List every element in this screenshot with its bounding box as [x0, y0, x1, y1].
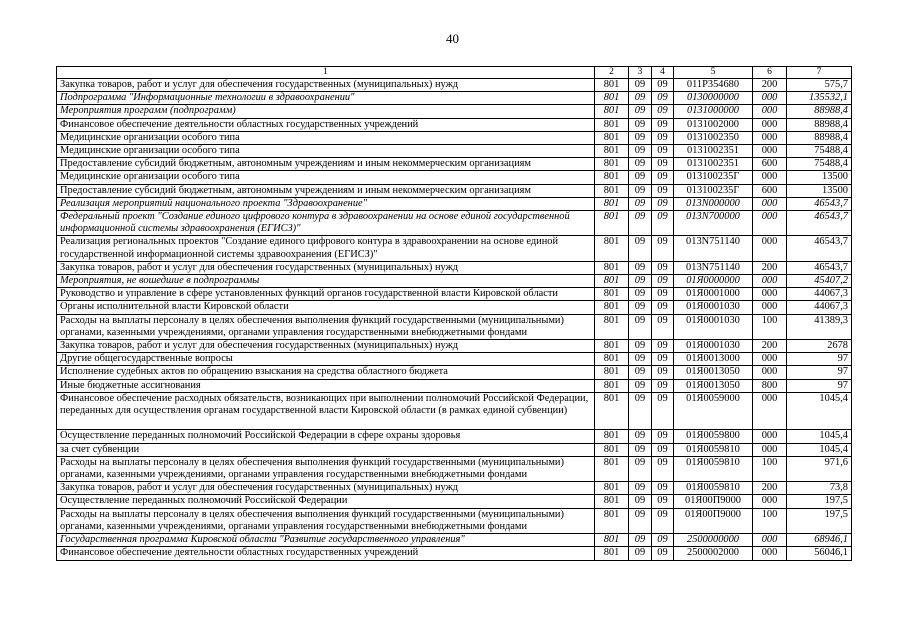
row-name: Предоставление субсидий бюджетным, автономным учреждениям и иным некоммерческим организациям [57, 158, 595, 171]
row-name: Расходы на выплаты персоналу в целях обеспечения выполнения функций государственными (муниципальными) органами, казенными учреждениями, органами управления государственными внебюджетными фондами [57, 314, 595, 339]
row-name: Предоставление субсидий бюджетным, автономным учреждениям и иным некоммерческим организациям [57, 184, 595, 197]
row-name: Закупка товаров, работ и услуг для обеспечения государственных (муниципальных) нужд [57, 79, 595, 92]
row-section-code: 09 [629, 261, 652, 274]
row-target-code: 01Я0059000 [674, 392, 753, 430]
row-subsection-code: 09 [652, 171, 674, 184]
table-row [57, 366, 852, 379]
row-expense-type: 000 [753, 92, 787, 105]
row-ministry-code: 801 [595, 430, 629, 443]
row-name: Органы исполнительной власти Кировской области [57, 301, 595, 314]
row-name: Мероприятия программ (подпрограмм) [57, 105, 595, 118]
row-amount: 13500 [787, 184, 852, 197]
table-row [57, 430, 852, 443]
row-section-code: 09 [629, 379, 652, 392]
row-name: Финансовое обеспечение деятельности областных государственных учреждений [57, 118, 595, 131]
table-row [57, 482, 852, 495]
row-section-code: 09 [629, 443, 652, 456]
row-name: Осуществление переданных полномочий Российской Федерации [57, 495, 595, 508]
column-header: 3 [629, 67, 652, 79]
row-name: Реализация мероприятий национального проекта "Здравоохранение" [57, 197, 595, 210]
row-ministry-code: 801 [595, 211, 629, 236]
row-amount: 75488,4 [787, 145, 852, 158]
row-target-code: 01Я0013050 [674, 366, 753, 379]
row-name: за счет субвенции [57, 443, 595, 456]
row-expense-type: 000 [753, 171, 787, 184]
row-expense-type: 000 [753, 366, 787, 379]
table-row [57, 92, 852, 105]
row-expense-type: 000 [753, 275, 787, 288]
row-section-code: 09 [629, 508, 652, 533]
row-target-code: 013N751140 [674, 236, 753, 261]
row-subsection-code: 09 [652, 366, 674, 379]
row-ministry-code: 801 [595, 379, 629, 392]
page-number: 40 [446, 31, 459, 46]
row-target-code: 01Я0013050 [674, 379, 753, 392]
row-section-code: 09 [629, 158, 652, 171]
row-amount: 97 [787, 366, 852, 379]
table-row [57, 379, 852, 392]
row-target-code: 013100235Г [674, 184, 753, 197]
row-amount: 135532,1 [787, 92, 852, 105]
row-target-code: 013N700000 [674, 211, 753, 236]
row-ministry-code: 801 [595, 79, 629, 92]
row-name: Расходы на выплаты персоналу в целях обеспечения выполнения функций государственными (муниципальными) органами, казенными учреждениями, органами управления государственными внебюджетными фондами [57, 456, 595, 481]
row-target-code: 01Я0001030 [674, 340, 753, 353]
row-ministry-code: 801 [595, 340, 629, 353]
table-row [57, 288, 852, 301]
table-row [57, 547, 852, 560]
row-expense-type: 000 [753, 211, 787, 236]
row-expense-type: 000 [753, 547, 787, 560]
row-target-code: 01Я0001000 [674, 288, 753, 301]
row-target-code: 01Я00П9000 [674, 495, 753, 508]
row-target-code: 0130000000 [674, 92, 753, 105]
table-row [57, 392, 852, 430]
row-subsection-code: 09 [652, 482, 674, 495]
table-row [57, 353, 852, 366]
row-section-code: 09 [629, 456, 652, 481]
row-subsection-code: 09 [652, 92, 674, 105]
row-subsection-code: 09 [652, 79, 674, 92]
row-target-code: 013N000000 [674, 197, 753, 210]
row-section-code: 09 [629, 171, 652, 184]
row-target-code: 01Я00П9000 [674, 508, 753, 533]
row-expense-type: 000 [753, 105, 787, 118]
row-expense-type: 100 [753, 508, 787, 533]
row-subsection-code: 09 [652, 547, 674, 560]
row-ministry-code: 801 [595, 145, 629, 158]
row-subsection-code: 09 [652, 534, 674, 547]
row-amount: 68946,1 [787, 534, 852, 547]
row-amount: 97 [787, 353, 852, 366]
column-header: 6 [753, 67, 787, 79]
row-ministry-code: 801 [595, 547, 629, 560]
row-subsection-code: 09 [652, 275, 674, 288]
row-name: Медицинские организации особого типа [57, 171, 595, 184]
row-expense-type: 000 [753, 145, 787, 158]
row-amount: 88988,4 [787, 105, 852, 118]
row-target-code: 2500002000 [674, 547, 753, 560]
row-section-code: 09 [629, 105, 652, 118]
column-header: 2 [595, 67, 629, 79]
table-row [57, 145, 852, 158]
row-section-code: 09 [629, 534, 652, 547]
row-subsection-code: 09 [652, 236, 674, 261]
row-target-code: 01Я0059810 [674, 443, 753, 456]
row-amount: 197,5 [787, 508, 852, 533]
row-ministry-code: 801 [595, 131, 629, 144]
table-row [57, 236, 852, 261]
row-expense-type: 200 [753, 340, 787, 353]
row-subsection-code: 09 [652, 314, 674, 339]
row-amount: 971,6 [787, 456, 852, 481]
row-subsection-code: 09 [652, 430, 674, 443]
table-row [57, 301, 852, 314]
row-expense-type: 000 [753, 118, 787, 131]
row-ministry-code: 801 [595, 392, 629, 430]
table-row [57, 261, 852, 274]
row-subsection-code: 09 [652, 211, 674, 236]
row-expense-type: 000 [753, 131, 787, 144]
row-target-code: 01Я0000000 [674, 275, 753, 288]
row-ministry-code: 801 [595, 197, 629, 210]
row-name: Закупка товаров, работ и услуг для обеспечения государственных (муниципальных) нужд [57, 482, 595, 495]
row-ministry-code: 801 [595, 171, 629, 184]
table-row [57, 211, 852, 236]
row-subsection-code: 09 [652, 508, 674, 533]
row-target-code: 011Р354680 [674, 79, 753, 92]
row-subsection-code: 09 [652, 184, 674, 197]
row-subsection-code: 09 [652, 288, 674, 301]
row-ministry-code: 801 [595, 314, 629, 339]
table-header-row [57, 67, 852, 79]
row-ministry-code: 801 [595, 456, 629, 481]
row-name: Исполнение судебных актов по обращению взыскания на средства областного бюджета [57, 366, 595, 379]
table-row [57, 118, 852, 131]
row-name: Закупка товаров, работ и услуг для обеспечения государственных (муниципальных) нужд [57, 340, 595, 353]
row-section-code: 09 [629, 211, 652, 236]
row-ministry-code: 801 [595, 508, 629, 533]
row-ministry-code: 801 [595, 184, 629, 197]
row-subsection-code: 09 [652, 197, 674, 210]
row-ministry-code: 801 [595, 495, 629, 508]
row-name: Иные бюджетные ассигнования [57, 379, 595, 392]
row-amount: 88988,4 [787, 118, 852, 131]
row-subsection-code: 09 [652, 443, 674, 456]
row-subsection-code: 09 [652, 379, 674, 392]
table-row [57, 131, 852, 144]
table-row [57, 79, 852, 92]
row-amount: 13500 [787, 171, 852, 184]
column-header: 5 [674, 67, 753, 79]
row-subsection-code: 09 [652, 456, 674, 481]
row-amount: 575,7 [787, 79, 852, 92]
row-target-code: 01Я0013000 [674, 353, 753, 366]
column-header: 1 [57, 67, 595, 79]
table-row [57, 340, 852, 353]
row-section-code: 09 [629, 79, 652, 92]
row-amount: 88988,4 [787, 131, 852, 144]
row-section-code: 09 [629, 340, 652, 353]
row-subsection-code: 09 [652, 118, 674, 131]
row-expense-type: 000 [753, 288, 787, 301]
budget-table-body [57, 67, 852, 561]
row-amount: 73,8 [787, 482, 852, 495]
column-header: 4 [652, 67, 674, 79]
table-row [57, 184, 852, 197]
row-target-code: 0131002351 [674, 145, 753, 158]
row-ministry-code: 801 [595, 105, 629, 118]
row-name: Медицинские организации особого типа [57, 131, 595, 144]
row-section-code: 09 [629, 118, 652, 131]
row-ministry-code: 801 [595, 353, 629, 366]
row-ministry-code: 801 [595, 158, 629, 171]
row-section-code: 09 [629, 353, 652, 366]
row-target-code: 0131000000 [674, 105, 753, 118]
row-expense-type: 000 [753, 236, 787, 261]
row-ministry-code: 801 [595, 118, 629, 131]
row-subsection-code: 09 [652, 261, 674, 274]
row-name: Медицинские организации особого типа [57, 145, 595, 158]
table-row [57, 105, 852, 118]
row-subsection-code: 09 [652, 105, 674, 118]
row-ministry-code: 801 [595, 301, 629, 314]
row-amount: 1045,4 [787, 443, 852, 456]
row-section-code: 09 [629, 288, 652, 301]
row-target-code: 0131002000 [674, 118, 753, 131]
row-amount: 1045,4 [787, 392, 852, 430]
row-expense-type: 600 [753, 184, 787, 197]
row-name: Федеральный проект "Создание единого цифрового контура в здравоохранении на основе единой государственной информационной системы здравоохранения (ЕГИСЗ)" [57, 211, 595, 236]
row-amount: 41389,3 [787, 314, 852, 339]
row-subsection-code: 09 [652, 145, 674, 158]
row-expense-type: 000 [753, 495, 787, 508]
table-row [57, 314, 852, 339]
row-section-code: 09 [629, 495, 652, 508]
row-name: Государственная программа Кировской области "Развитие государственного управления" [57, 534, 595, 547]
row-subsection-code: 09 [652, 340, 674, 353]
row-expense-type: 600 [753, 158, 787, 171]
row-expense-type: 000 [753, 353, 787, 366]
row-expense-type: 100 [753, 456, 787, 481]
row-subsection-code: 09 [652, 353, 674, 366]
row-ministry-code: 801 [595, 92, 629, 105]
row-amount: 56046,1 [787, 547, 852, 560]
row-ministry-code: 801 [595, 261, 629, 274]
row-expense-type: 000 [753, 534, 787, 547]
row-amount: 46543,7 [787, 261, 852, 274]
row-expense-type: 000 [753, 197, 787, 210]
row-ministry-code: 801 [595, 366, 629, 379]
row-section-code: 09 [629, 184, 652, 197]
row-subsection-code: 09 [652, 495, 674, 508]
table-row [57, 171, 852, 184]
row-ministry-code: 801 [595, 482, 629, 495]
row-section-code: 09 [629, 547, 652, 560]
row-name: Руководство и управление в сфере установленных функций органов государственной власти Кировской области [57, 288, 595, 301]
row-subsection-code: 09 [652, 392, 674, 430]
row-expense-type: 000 [753, 443, 787, 456]
row-expense-type: 200 [753, 261, 787, 274]
row-name: Подпрограмма "Информационные технологии в здравоохранении" [57, 92, 595, 105]
row-name: Другие общегосударственные вопросы [57, 353, 595, 366]
row-amount: 45407,2 [787, 275, 852, 288]
row-name: Расходы на выплаты персоналу в целях обеспечения выполнения функций государственными (муниципальными) органами, казенными учреждениями, органами управления государственными внебюджетными фондами [57, 508, 595, 533]
row-section-code: 09 [629, 197, 652, 210]
budget-table [56, 66, 852, 561]
column-header: 7 [787, 67, 852, 79]
row-target-code: 01Я0001030 [674, 314, 753, 339]
row-ministry-code: 801 [595, 275, 629, 288]
row-expense-type: 000 [753, 430, 787, 443]
row-target-code: 013N751140 [674, 261, 753, 274]
row-amount: 46543,7 [787, 211, 852, 236]
table-row [57, 158, 852, 171]
row-name: Финансовое обеспечение деятельности областных государственных учреждений [57, 547, 595, 560]
row-subsection-code: 09 [652, 131, 674, 144]
table-row [57, 456, 852, 481]
row-amount: 44067,3 [787, 288, 852, 301]
row-subsection-code: 09 [652, 158, 674, 171]
table-row [57, 443, 852, 456]
row-amount: 1045,4 [787, 430, 852, 443]
row-target-code: 01Я0059810 [674, 456, 753, 481]
row-name: Реализация региональных проектов "Создание единого цифрового контура в здравоохранении на основе единой государственной информационной системы здравоохранения (ЕГИСЗ)" [57, 236, 595, 261]
row-target-code: 01Я0059810 [674, 482, 753, 495]
row-name: Осуществление переданных полномочий Российской Федерации в сфере охраны здоровья [57, 430, 595, 443]
row-subsection-code: 09 [652, 301, 674, 314]
row-section-code: 09 [629, 301, 652, 314]
row-section-code: 09 [629, 131, 652, 144]
row-ministry-code: 801 [595, 236, 629, 261]
row-name: Финансовое обеспечение расходных обязательств, возникающих при выполнении полномочий Российской Федерации, переданных для осуществления органам государственной власти Кировской области (в рамках единой субвенции) [57, 392, 595, 430]
row-ministry-code: 801 [595, 534, 629, 547]
row-target-code: 01Я0059800 [674, 430, 753, 443]
row-amount: 2678 [787, 340, 852, 353]
table-row [57, 275, 852, 288]
row-ministry-code: 801 [595, 288, 629, 301]
table-row [57, 197, 852, 210]
row-target-code: 013100235Г [674, 171, 753, 184]
row-amount: 44067,3 [787, 301, 852, 314]
row-amount: 46543,7 [787, 236, 852, 261]
row-section-code: 09 [629, 392, 652, 430]
row-expense-type: 200 [753, 482, 787, 495]
row-section-code: 09 [629, 366, 652, 379]
row-target-code: 01Я0001030 [674, 301, 753, 314]
row-expense-type: 100 [753, 314, 787, 339]
row-expense-type: 000 [753, 392, 787, 430]
row-amount: 97 [787, 379, 852, 392]
row-section-code: 09 [629, 314, 652, 339]
row-section-code: 09 [629, 145, 652, 158]
row-section-code: 09 [629, 482, 652, 495]
row-expense-type: 800 [753, 379, 787, 392]
row-section-code: 09 [629, 430, 652, 443]
row-amount: 46543,7 [787, 197, 852, 210]
table-row [57, 508, 852, 533]
row-target-code: 0131002350 [674, 131, 753, 144]
row-section-code: 09 [629, 275, 652, 288]
row-expense-type: 000 [753, 301, 787, 314]
row-name: Закупка товаров, работ и услуг для обеспечения государственных (муниципальных) нужд [57, 261, 595, 274]
table-row [57, 534, 852, 547]
row-ministry-code: 801 [595, 443, 629, 456]
table-row [57, 495, 852, 508]
row-section-code: 09 [629, 92, 652, 105]
row-expense-type: 200 [753, 79, 787, 92]
row-name: Мероприятия, не вошедшие в подпрограммы [57, 275, 595, 288]
row-target-code: 2500000000 [674, 534, 753, 547]
row-section-code: 09 [629, 236, 652, 261]
row-amount: 75488,4 [787, 158, 852, 171]
row-target-code: 0131002351 [674, 158, 753, 171]
row-amount: 197,5 [787, 495, 852, 508]
